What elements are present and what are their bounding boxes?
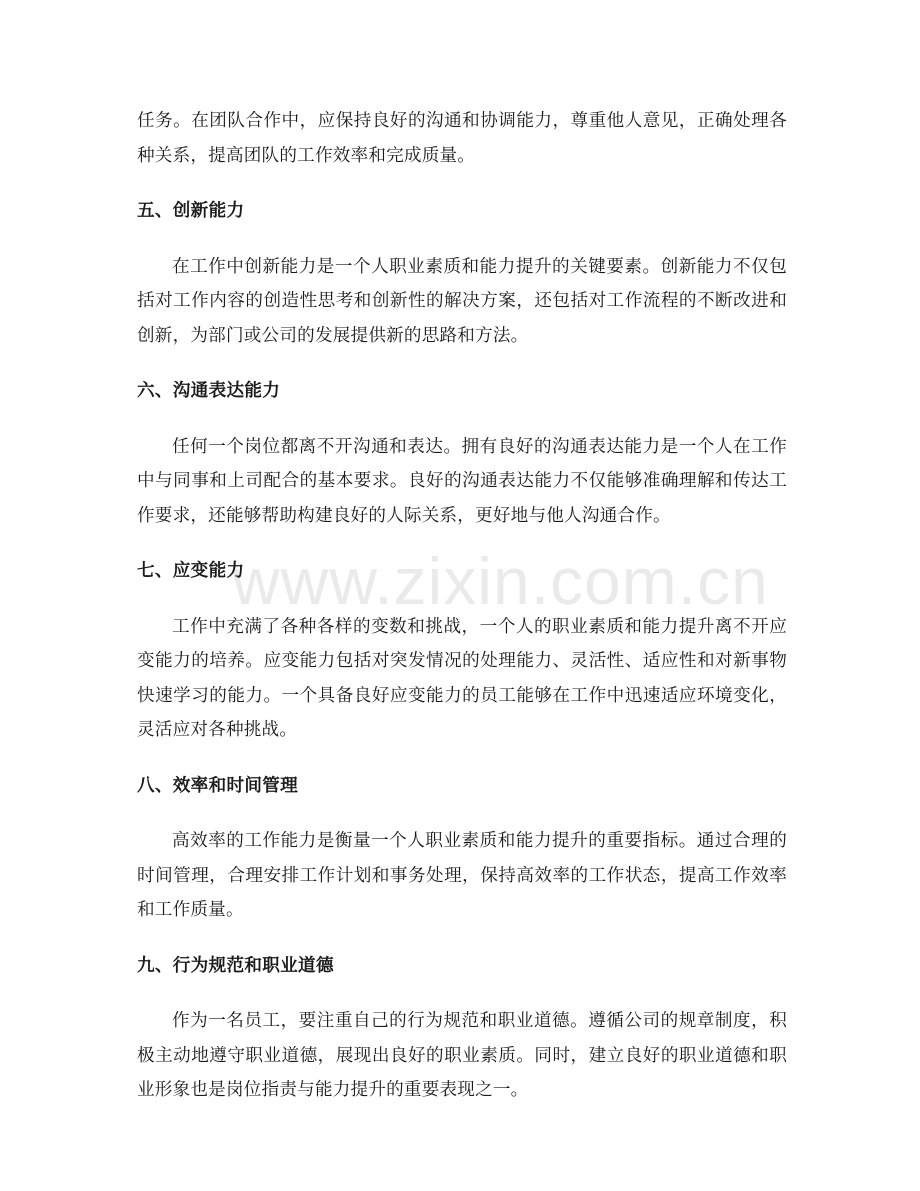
- section-heading-ethics: 九、行为规范和职业道德: [137, 955, 334, 976]
- section-body-efficiency: 高效率的工作能力是衡量一个人职业素质和能力提升的重要指标。通过合理的时间管理，合理安排工作计划和事务处理，保持高效率的工作状态，提高工作效率和工作质量。: [137, 831, 787, 920]
- document-body: [137, 104, 787, 1108]
- watermark: www.zixin.com.cn: [232, 544, 769, 618]
- section-heading-adaptability: 七、应变能力: [137, 561, 245, 581]
- section-heading-efficiency: 八、效率和时间管理: [137, 775, 299, 796]
- section-body-ethics: 作为一名员工，要注重自己的行为规范和职业道德。遵循公司的规章制度，积极主动地遵守职业道德，展现出良好的职业素质。同时，建立良好的职业道德和职业形象也是岗位指责与能力提升的重要表现之一。: [137, 1011, 787, 1100]
- section-heading-innovation: 五、创新能力: [137, 201, 245, 221]
- section-body-communication: 任何一个岗位都离不开沟通和表达。拥有良好的沟通表达能力是一个人在工作中与同事和上司配合的基本要求。良好的沟通表达能力不仅能够准确理解和传达工作要求，还能够帮助构建良好的人际关系，更好地与他人沟通合作。: [137, 436, 787, 526]
- section-heading-communication: 六、沟通表达能力: [137, 381, 281, 401]
- intro-paragraph: 任务。在团队合作中，应保持良好的沟通和协调能力，尊重他人意见，正确处理各种关系，提高团队的工作效率和完成质量。: [137, 111, 787, 166]
- section-body-adaptability: 工作中充满了各种各样的变数和挑战，一个人的职业素质和能力提升离不开应变能力的培养。应变能力包括对突发情况的处理能力、灵活性、适应性和对新事物快速学习的能力。一个具备良好应变能力的员工能够在工作中迅速适应环境变化，灵活应对各种挑战。: [137, 616, 787, 740]
- section-body-innovation: 在工作中创新能力是一个人职业素质和能力提升的关键要素。创新能力不仅包括对工作内容的创造性思考和创新性的解决方案，还包括对工作流程的不断改进和创新，为部门或公司的发展提供新的思路和方法。: [137, 256, 787, 346]
